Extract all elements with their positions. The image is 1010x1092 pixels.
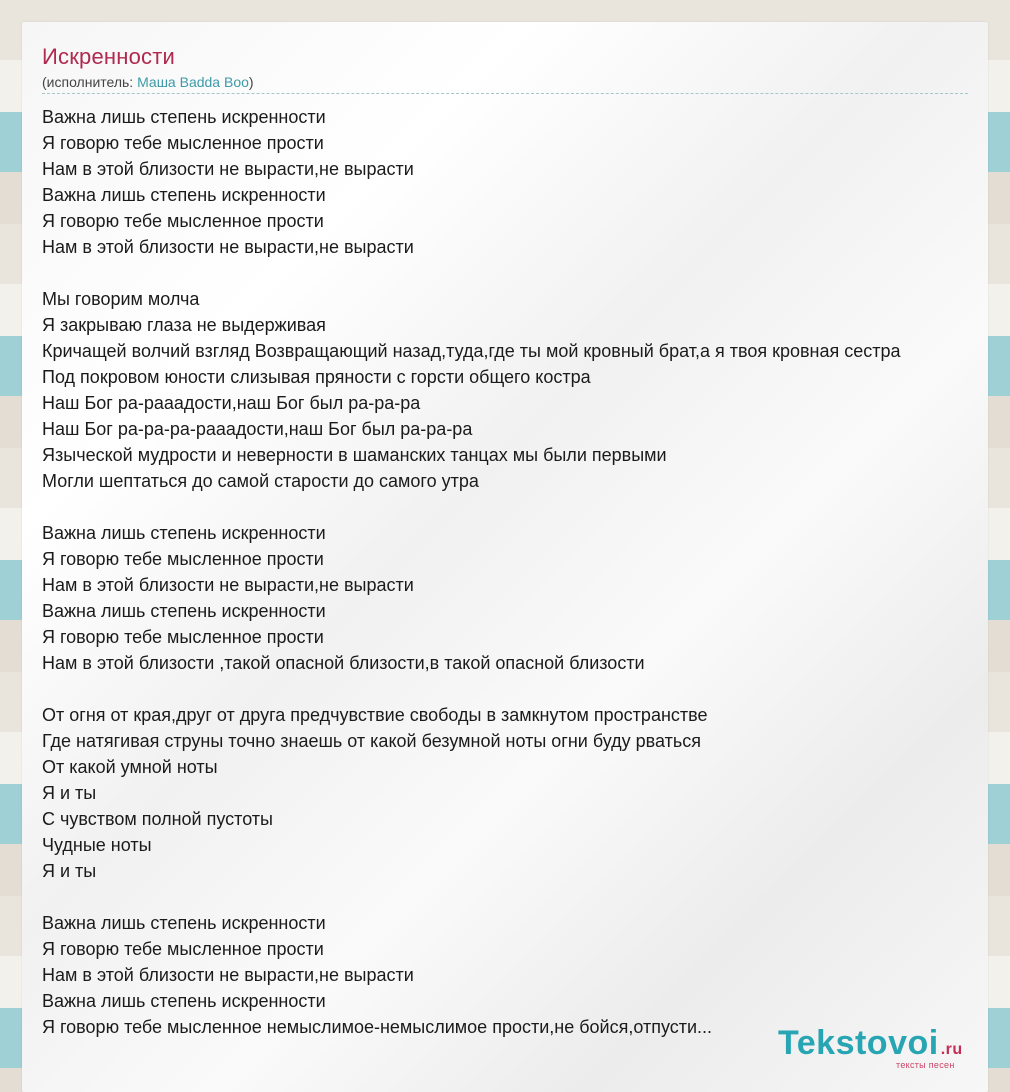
lyric-line: Важна лишь степень искренности (42, 185, 326, 205)
lyrics-text (42, 104, 1010, 1040)
lyric-line: Я говорю тебе мысленное прости (42, 627, 324, 647)
lyric-line: С чувством полной пустоты (42, 809, 273, 829)
lyric-line: Важна лишь степень искренности (42, 991, 326, 1011)
lyric-line: Я говорю тебе мысленное прости (42, 211, 324, 231)
artist-link[interactable]: Маша Badda Boo (137, 74, 249, 90)
performer-prefix: (исполнитель: (42, 74, 138, 90)
lyric-line: Я говорю тебе мысленное прости (42, 549, 324, 569)
lyric-line: Чудные ноты (42, 835, 152, 855)
lyric-line: Я говорю тебе мысленное немыслимое-немыслимое прости,не бойся,отпусти... (42, 1017, 713, 1037)
lyric-line: Я закрываю глаза не выдерживая (42, 315, 326, 335)
lyric-line: Я говорю тебе мысленное прости (42, 133, 324, 153)
title-divider (42, 93, 968, 94)
lyric-line: Кричащей волчий взгляд Возвращающий назад,туда,где ты мой кровный брат,а я твоя кровная сестра (42, 341, 901, 361)
lyric-line: Нам в этой близости не вырасти,не вырасти (42, 159, 414, 179)
lyric-line: Наш Бог ра-ра-ра-рааадости,наш Бог был ра-ра-ра (42, 419, 473, 439)
lyric-line: Могли шептаться до самой старости до самого утра (42, 471, 479, 491)
performer-line (42, 74, 254, 90)
lyric-line: Языческой мудрости и неверности в шаманских танцах мы были первыми (42, 445, 667, 465)
stanza-gap (42, 494, 1010, 520)
logo-name: Tekstovoi (778, 1024, 939, 1062)
lyric-line: Нам в этой близости не вырасти,не вырасти (42, 575, 414, 595)
lyric-line: Важна лишь степень искренности (42, 523, 326, 543)
logo-suffix: .ru (940, 1041, 963, 1058)
lyric-line: Нам в этой близости не вырасти,не вырасти (42, 237, 414, 257)
lyric-line: Я и ты (42, 783, 97, 803)
lyric-line: Мы говорим молча (42, 289, 200, 309)
lyric-line: От огня от края,друг от друга предчувствие свободы в замкнутом пространстве (42, 705, 708, 725)
lyric-line: Я и ты (42, 861, 97, 881)
stanza-gap (42, 676, 1010, 702)
performer-suffix: ) (248, 74, 254, 90)
lyric-line: Нам в этой близости ,такой опасной близости,в такой опасной близости (42, 653, 645, 673)
song-title: Искренности (42, 44, 176, 69)
lyric-line: Важна лишь степень искренности (42, 601, 326, 621)
lyric-line: Где натягивая струны точно знаешь от какой безумной ноты огни буду рваться (42, 731, 702, 751)
lyric-line: Важна лишь степень искренности (42, 107, 326, 127)
lyric-line: Я говорю тебе мысленное прости (42, 939, 324, 959)
logo-tagline: тексты песен (896, 1060, 955, 1070)
lyric-line: Важна лишь степень искренности (42, 913, 326, 933)
lyric-line: От какой умной ноты (42, 757, 218, 777)
stanza-gap (42, 260, 1010, 286)
lyric-line: Наш Бог ра-рааадости,наш Бог был ра-ра-ра (42, 393, 421, 413)
lyric-line: Под покровом юности слизывая пряности с горсти общего костра (42, 367, 591, 387)
stanza-gap (42, 884, 1010, 910)
site-logo[interactable] (778, 1024, 963, 1063)
lyric-line: Нам в этой близости не вырасти,не вырасти (42, 965, 414, 985)
